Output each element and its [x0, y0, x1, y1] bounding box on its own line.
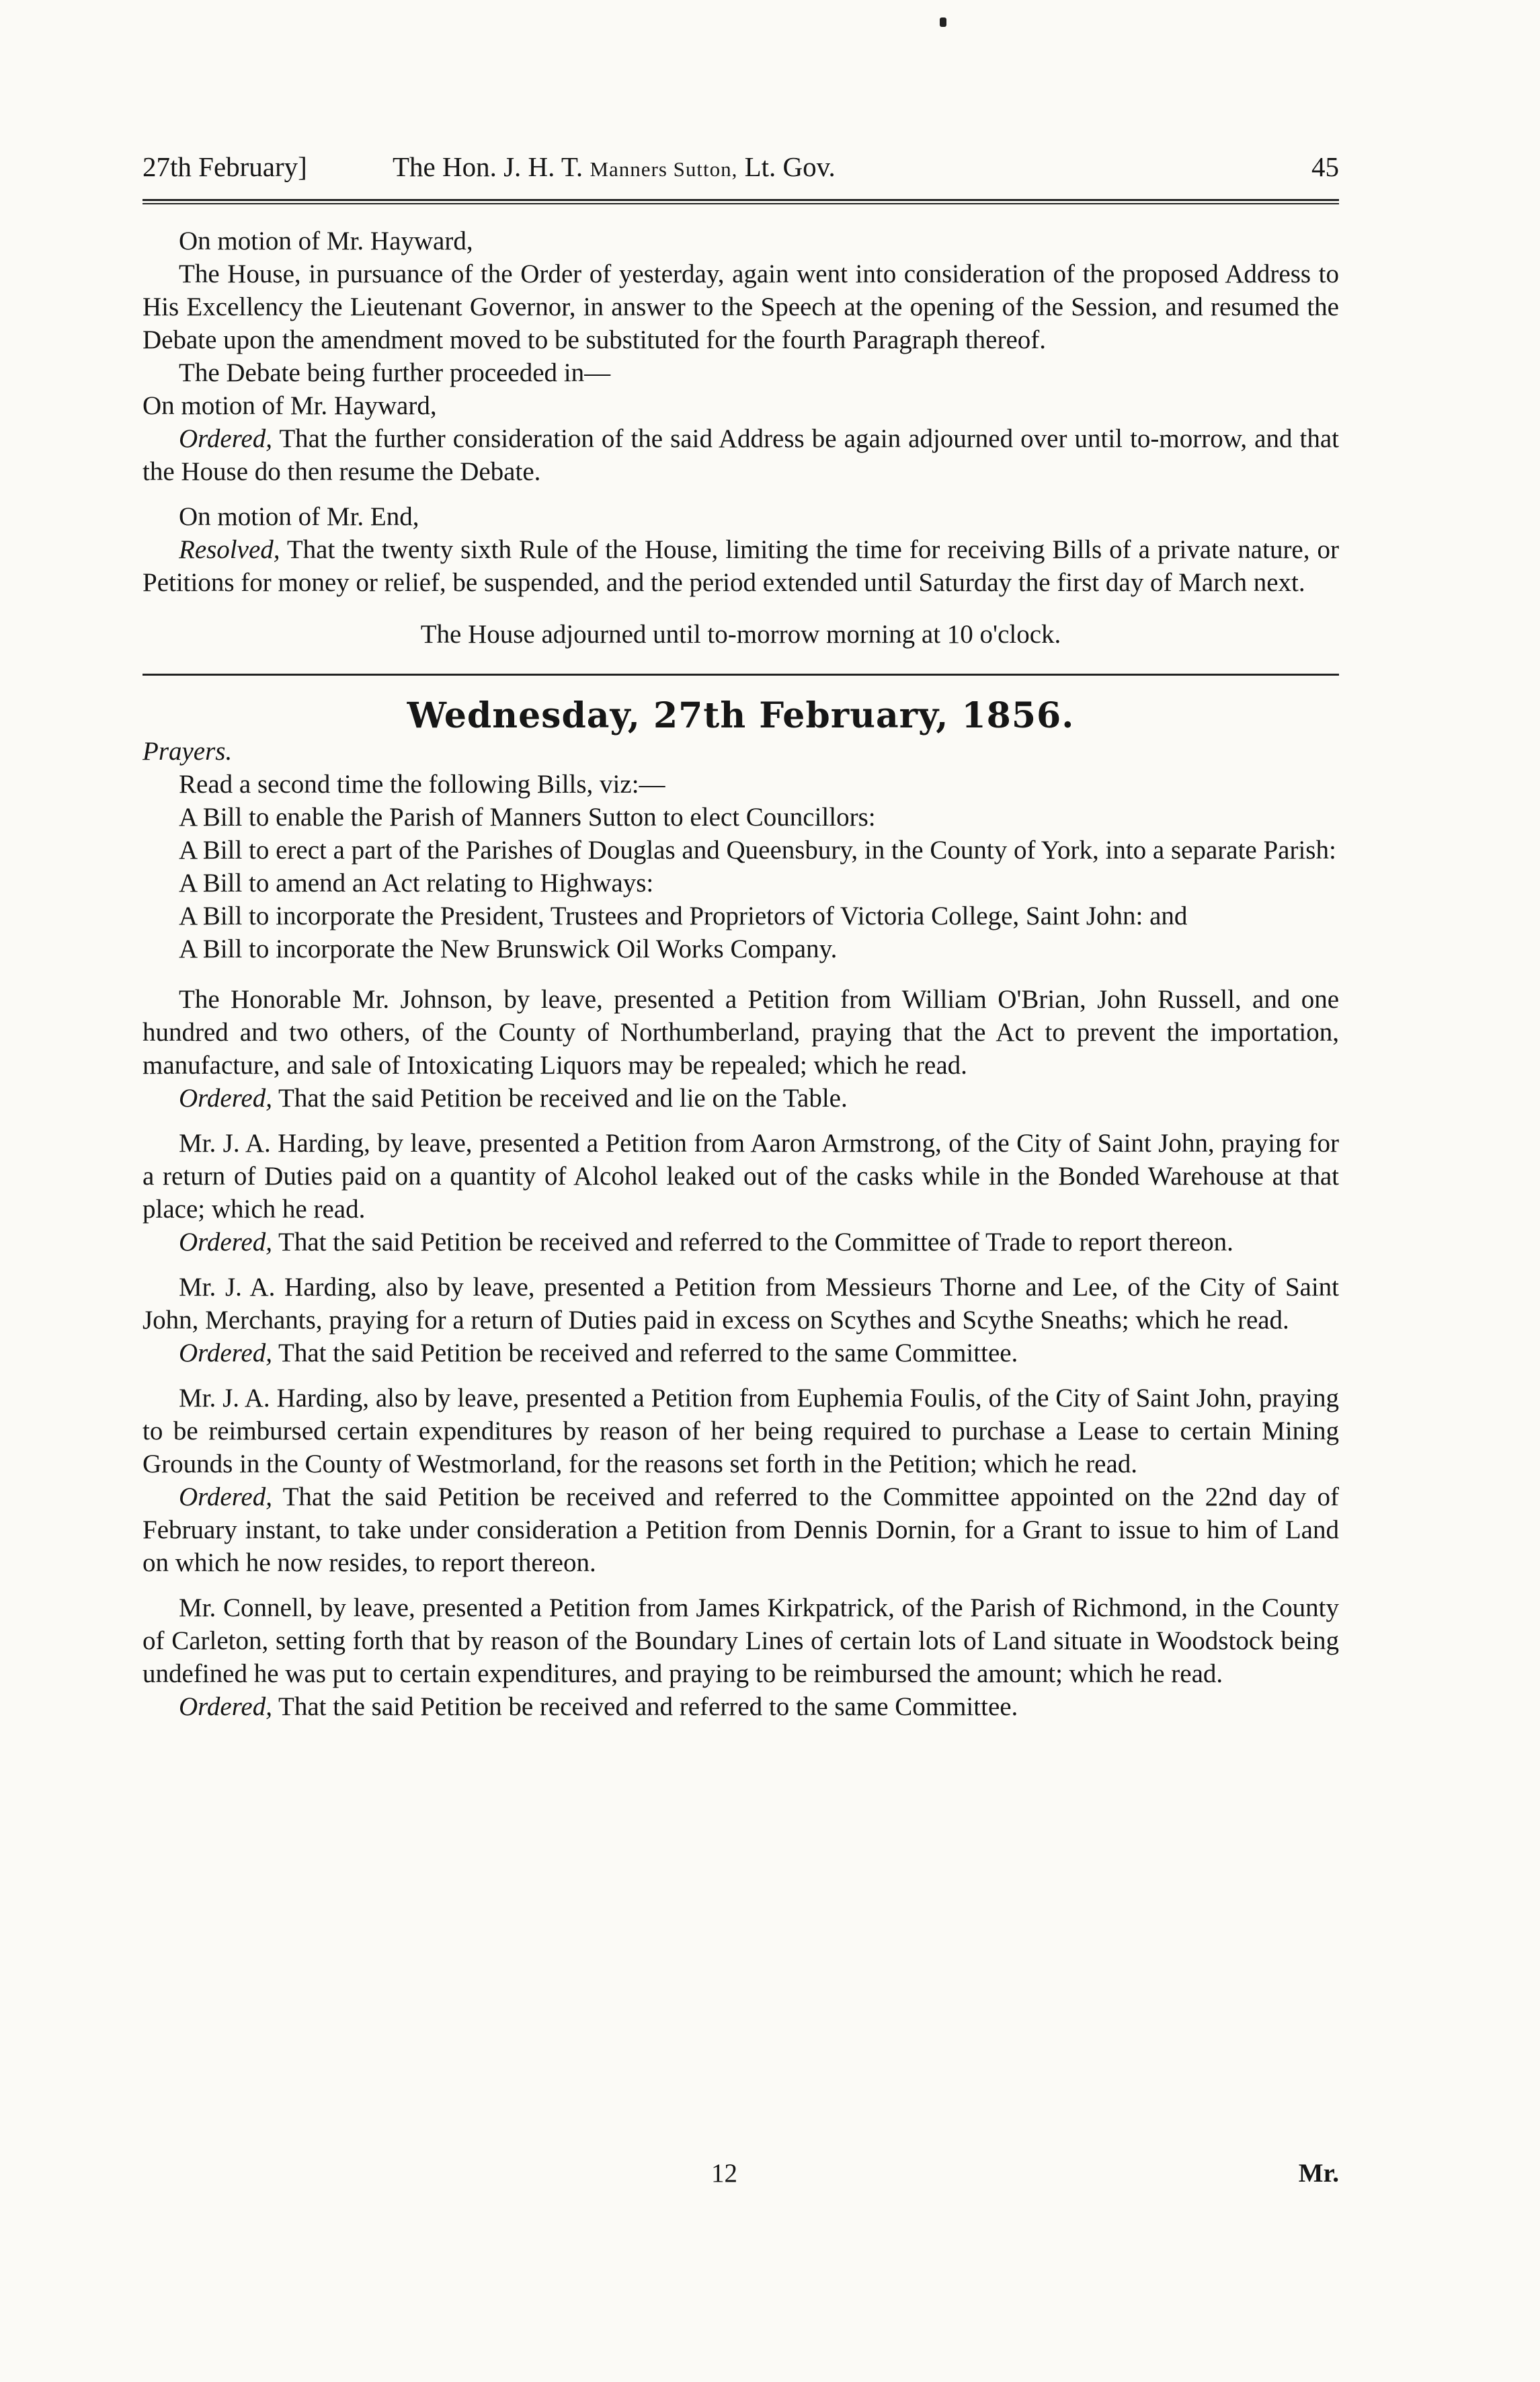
page-body — [143, 225, 1339, 1723]
ordered-paragraph — [143, 1337, 1339, 1369]
section-divider — [143, 674, 1339, 676]
ordered-label: Ordered, — [179, 1482, 272, 1511]
document-page — [143, 0, 1339, 2382]
motion-line: On motion of Mr. End, — [179, 502, 419, 531]
signature-mark: 12 — [711, 2159, 737, 2188]
prayers-label: Prayers. — [143, 737, 233, 766]
bill-item: A Bill to amend an Act relating to Highways: — [179, 869, 654, 898]
ordered-text: That the said Petition be received and referred to the Committee appointed on the 22nd day of February instant, to take under consideration a Petition from Dennis Dornin, for a Grant to issue to him of Land on which he now resides, to report thereon. — [143, 1482, 1339, 1577]
header-title — [393, 151, 836, 183]
ordered-paragraph — [143, 1082, 1339, 1115]
ordered-paragraph — [143, 1480, 1339, 1579]
adjournment-line: The House adjourned until to-morrow morning at 10 o'clock. — [420, 620, 1061, 649]
bill-item: A Bill to erect a part of the Parishes of Douglas and Queensbury, in the County of York, into a separate Parish: — [179, 836, 1336, 865]
ordered-text: That the said Petition be received and referred to the same Committee. — [278, 1339, 1018, 1367]
bill-item: A Bill to enable the Parish of Manners Sutton to elect Councillors: — [179, 803, 876, 832]
ordered-text: That the said Petition be received and referred to the same Committee. — [278, 1692, 1018, 1721]
running-header — [143, 151, 1339, 194]
ordered-text: That the further consideration of the said Address be again adjourned over until to-morrow, and that the House do then resume the Debate. — [143, 424, 1339, 486]
petition-paragraph: Mr. J. A. Harding, by leave, presented a Petition from Aaron Armstrong, of the City of Saint John, praying for a return of Duties paid on a quantity of Alcohol leaked out of the casks while in the Bonded Warehouse at that place; which he read. — [143, 1129, 1339, 1224]
ordered-label: Ordered, — [179, 1339, 272, 1367]
paragraph: The House, in pursuance of the Order of yesterday, again went into consideration of the proposed Address to His Excellency the Lieutenant Governor, in answer to the Speech at the opening of the Session, and resumed the Debate upon the amendment moved to be substituted for the fourth Paragraph thereof. — [143, 260, 1339, 354]
ordered-paragraph — [143, 1690, 1339, 1723]
ordered-label: Ordered, — [179, 1692, 272, 1721]
ordered-text: That the said Petition be received and lie on the Table. — [278, 1084, 848, 1113]
header-date: 27th February] — [143, 151, 307, 182]
petition-paragraph: Mr. J. A. Harding, also by leave, presented a Petition from Euphemia Foulis, of the City of Saint John, praying to be reimbursed certain expenditures by reason of her being required to purchase a Lease to certain Mining Grounds in the County of Westmorland, for the reasons set forth in the Petition; which he read. — [143, 1384, 1339, 1478]
day-title: Wednesday, 27th February, 1856. — [407, 695, 1075, 736]
petition-paragraph: Mr. J. A. Harding, also by leave, presented a Petition from Messieurs Thorne and Lee, of the City of Saint John, Merchants, praying for a return of Duties paid in excess on Scythes and Scythe Sneaths; which he read. — [143, 1273, 1339, 1335]
motion-line: On motion of Mr. Hayward, — [179, 227, 473, 255]
resolved-text: That the twenty sixth Rule of the House, limiting the time for receiving Bills of a private nature, or Petitions for money or relief, be suspended, and the period extended until Saturday the first day of March next. — [143, 535, 1340, 597]
ordered-text: That the said Petition be received and referred to the Committee of Trade to report thereon. — [278, 1228, 1233, 1257]
motion-line: On motion of Mr. Hayward, — [143, 391, 437, 420]
bill-item: A Bill to incorporate the President, Trustees and Proprietors of Victoria College, Saint John: and — [179, 902, 1188, 930]
ordered-label: Ordered, — [179, 1228, 272, 1257]
catchword: Mr. — [1298, 2159, 1339, 2188]
resolved-paragraph — [143, 533, 1339, 599]
bills-intro: Read a second time the following Bills, viz:— — [179, 770, 665, 799]
resolved-label: Resolved, — [179, 535, 280, 564]
petition-paragraph: Mr. Connell, by leave, presented a Petition from James Kirkpatrick, of the Parish of Richmond, in the County of Carleton, setting forth that by reason of the Boundary Lines of certain lots of Land situate in Woodstock being undefined he was put to certain expenditures, and praying to be reimbursed the amount; which he read. — [143, 1593, 1339, 1688]
header-rule — [143, 199, 1339, 204]
ordered-label: Ordered, — [179, 424, 272, 453]
header-title-prefix: The Hon. J. H. T. — [393, 151, 583, 182]
petition-paragraph: The Honorable Mr. Johnson, by leave, presented a Petition from William O'Brian, John Russell, and one hundred and two others, of the County of Northumberland, praying that the Act to prevent the importation, manufacture, and sale of Intoxicating Liquors may be repealed; which he read. — [143, 985, 1339, 1080]
bill-item: A Bill to incorporate the New Brunswick Oil Works Company. — [179, 935, 838, 963]
header-title-name: Manners Sutton, — [590, 157, 738, 181]
header-title-suffix: Lt. Gov. — [744, 151, 836, 182]
page-number: 45 — [1311, 151, 1339, 182]
ordered-paragraph — [143, 422, 1339, 488]
paragraph: The Debate being further proceeded in— — [179, 358, 611, 387]
ordered-label: Ordered, — [179, 1084, 272, 1113]
ordered-paragraph — [143, 1226, 1339, 1259]
